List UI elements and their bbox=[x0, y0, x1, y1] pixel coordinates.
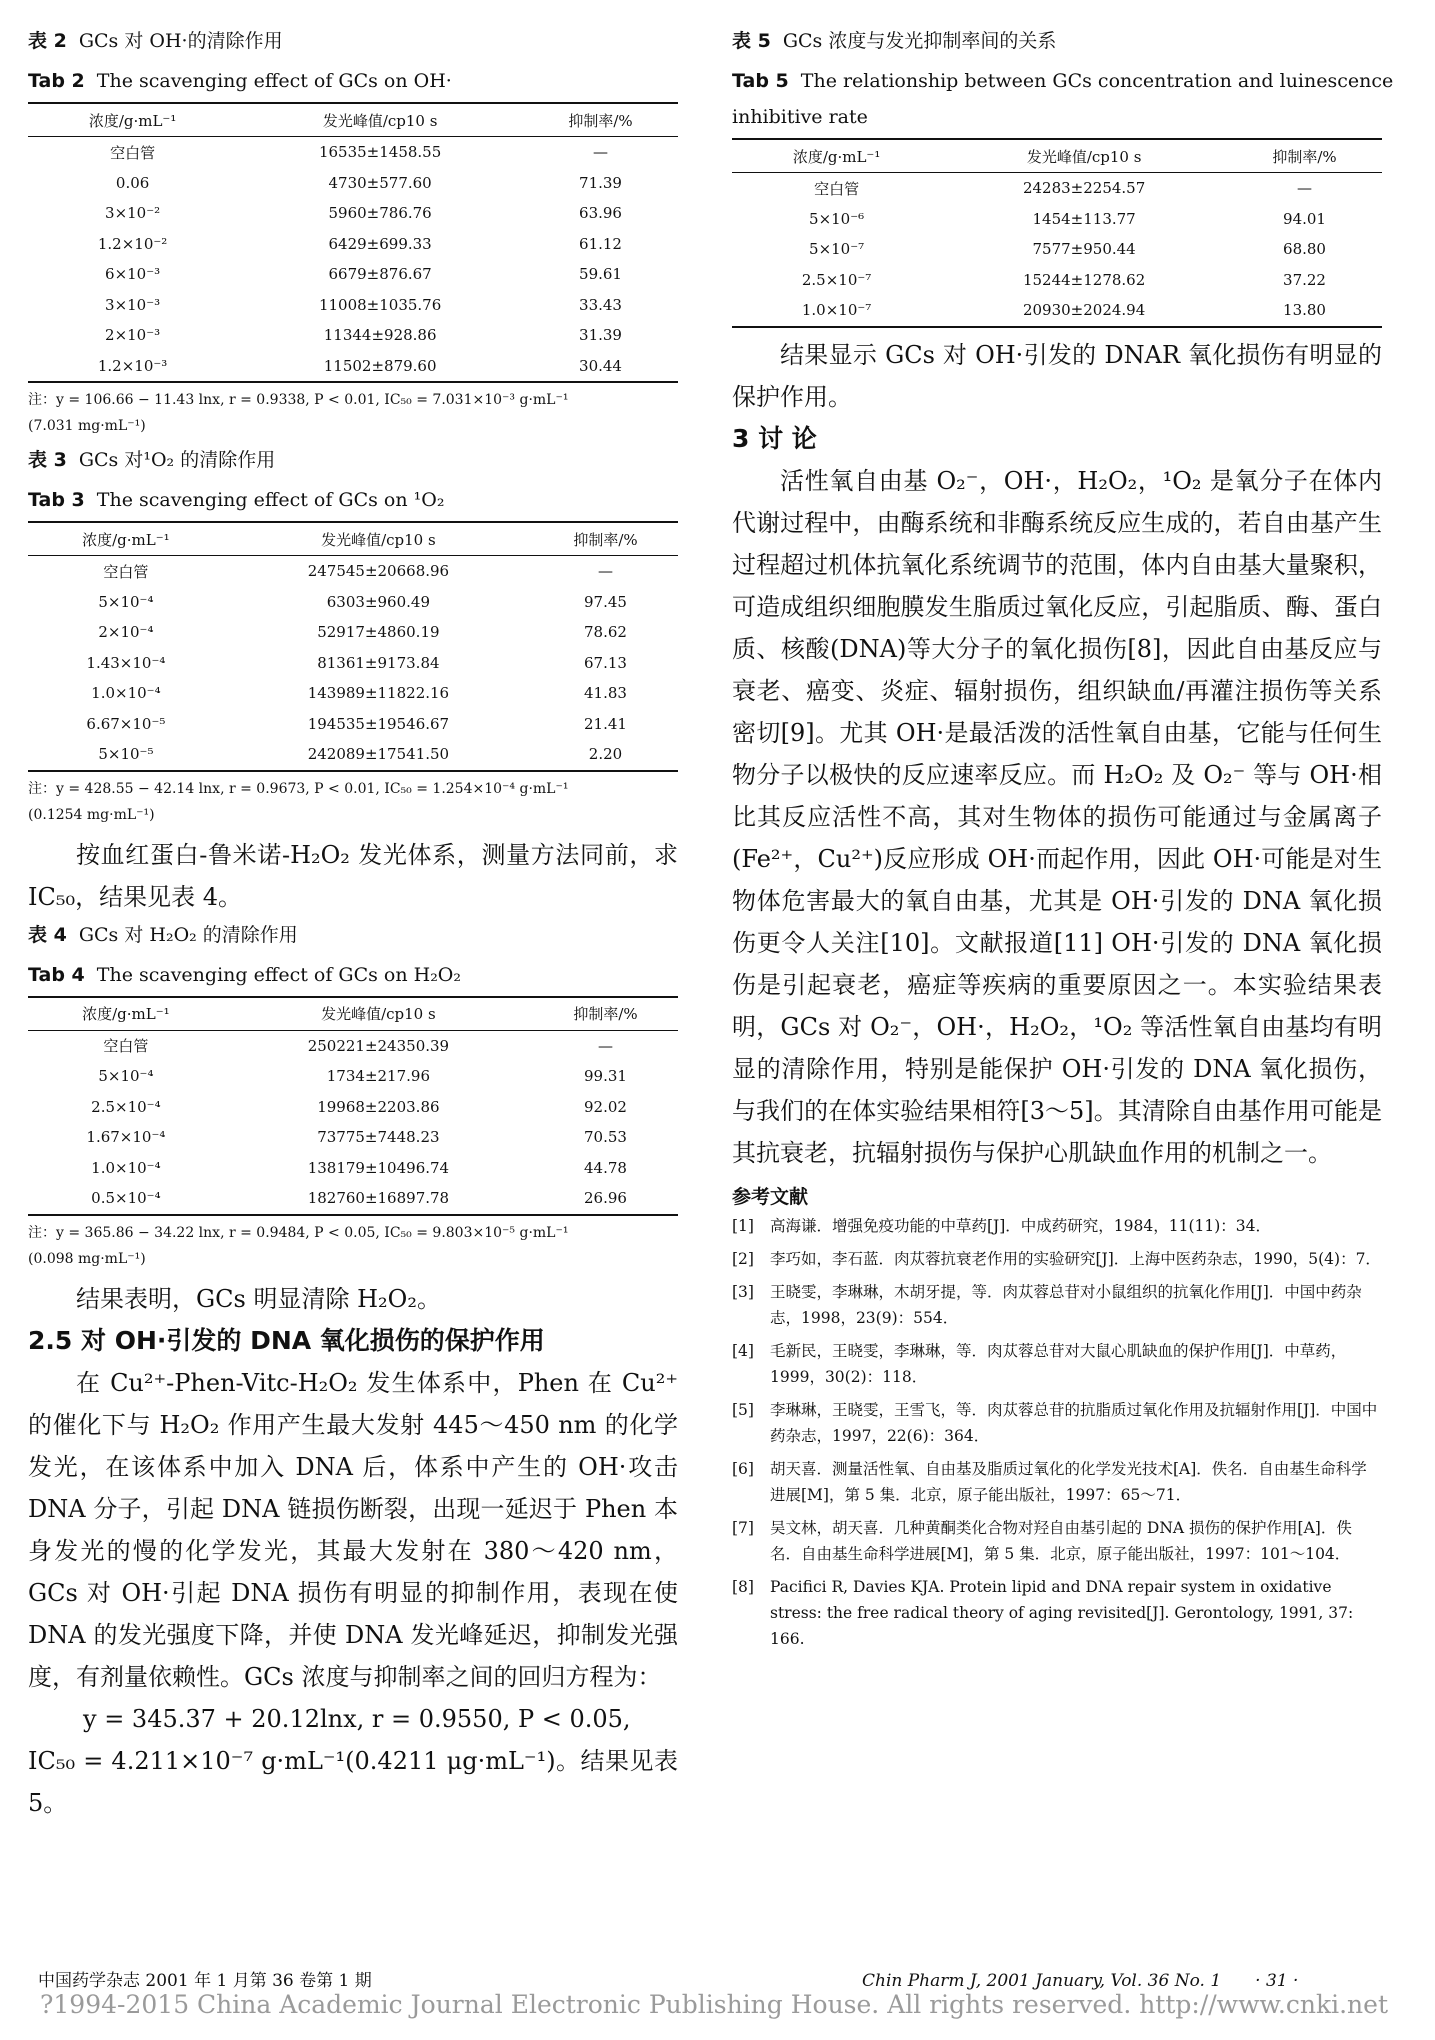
references-list bbox=[732, 1213, 1382, 1652]
table-row: 1.0×10⁻⁴ 138179±10496.74 44.78 bbox=[91, 1158, 627, 1177]
table3-header-concentration: 浓度/g·mL⁻¹ bbox=[82, 530, 170, 549]
table-row: 1.43×10⁻⁴ 81361±9173.84 67.13 bbox=[86, 653, 627, 672]
section-3-heading: 3 讨 论 bbox=[732, 423, 817, 453]
paragraph-table5-result: 结果显示 GCs 对 OH·引发的 DNAR 氧化损伤有明显的保护作用。 bbox=[732, 340, 1382, 411]
table-row: 空白管 16535±1458.55 — bbox=[110, 143, 609, 162]
table2-caption-en: Tab 2 The scavenging effect of GCs on OH· bbox=[28, 70, 452, 92]
table4-note: 注：y = 365.86 − 34.22 lnx, r = 0.9484, P < 0.05, IC₅₀ = 9.803×10⁻⁵ g·mL⁻¹ (0.098 mg·mL⁻¹) bbox=[28, 1224, 569, 1267]
table3-header-peak: 发光峰值/cp10 s bbox=[321, 530, 436, 549]
ic50-result: IC₅₀ = 4.211×10⁻⁷ g·mL⁻¹(0.4211 μg·mL⁻¹)。结果见表 5。 bbox=[28, 1746, 678, 1817]
table5-header-peak: 发光峰值/cp10 s bbox=[1026, 147, 1142, 166]
table-row: 5×10⁻⁴ 1734±217.96 99.31 bbox=[98, 1067, 627, 1086]
table5-caption-en: Tab 5 The relationship between GCs concentration and luinescence bbox=[732, 70, 1394, 92]
reference-item: [5] 李琳琳，王晓雯，王雪飞，等．肉苁蓉总苷的抗脂质过氧化作用及抗辐射作用[J]．中国中药杂志，1997，22(6)：364． bbox=[732, 1400, 1378, 1445]
table-row: 5×10⁻⁶ 1454±113.77 94.01 bbox=[809, 209, 1326, 228]
left-column bbox=[28, 28, 678, 1824]
paragraph-h2o2-result: 结果表明，GCs 明显清除 H₂O₂。 bbox=[76, 1284, 441, 1313]
table4-caption-cn: 表 4 GCs 对 H₂O₂ 的清除作用 bbox=[28, 923, 298, 946]
table4 bbox=[28, 996, 678, 1216]
reference-item: [7] 吴文林，胡天喜．几种黄酮类化合物对羟自由基引起的 DNA 损伤的保护作用[A]．佚名．自由基生命科学进展[M]，第 5 集．北京，原子能出版社，1997：101～104． bbox=[732, 1518, 1352, 1563]
table4-header-peak: 发光峰值/cp10 s bbox=[321, 1005, 436, 1023]
table3 bbox=[28, 521, 678, 772]
table-row: 空白管 250221±24350.39 — bbox=[103, 1036, 613, 1056]
regression-equation: y = 345.37 + 20.12lnx, r = 0.9550, P < 0.05, bbox=[83, 1704, 631, 1733]
table-row: 5×10⁻⁵ 242089±17541.50 2.20 bbox=[28, 739, 678, 771]
table2 bbox=[28, 102, 678, 383]
table4-header-concentration: 浓度/g·mL⁻¹ bbox=[82, 1005, 170, 1023]
table-row: 6×10⁻³ 6679±876.67 59.61 bbox=[105, 265, 622, 284]
table2-header-peak: 发光峰值/cp10 s bbox=[322, 111, 438, 130]
reference-item: [4] 毛新民，王晓雯，李琳琳，等．肉苁蓉总苷对大鼠心肌缺血的保护作用[J]．中草药，1999，30(2)：118． bbox=[732, 1341, 1347, 1386]
paragraph-h2o2-method: 按血红蛋白-鲁米诺-H₂O₂ 发光体系，测量方法同前，求 IC₅₀，结果见表 4。 bbox=[28, 840, 678, 911]
table-row: 2.5×10⁻⁴ 19968±2203.86 92.02 bbox=[91, 1097, 627, 1116]
table3-caption-en: Tab 3 The scavenging effect of GCs on ¹O₂ bbox=[28, 489, 445, 511]
table-row: 2.5×10⁻⁷ 15244±1278.62 37.22 bbox=[801, 270, 1326, 289]
table2-note: 注：y = 106.66 − 11.43 lnx, r = 0.9338, P < 0.01, IC₅₀ = 7.031×10⁻³ g·mL⁻¹ (7.031 mg·mL⁻¹) bbox=[28, 392, 569, 434]
table-row: 1.0×10⁻⁷ 20930±2024.94 13.80 bbox=[732, 295, 1382, 327]
table-row: 1.2×10⁻³ 11502±879.60 30.44 bbox=[28, 351, 678, 383]
reference-item: [3] 王晓雯，李琳琳，木胡牙提，等．肉苁蓉总苷对小鼠组织的抗氧化作用[J]．中国中药杂志，1998，23(9)：554． bbox=[732, 1282, 1362, 1327]
table-row: 1.67×10⁻⁴ 73775±7448.23 70.53 bbox=[86, 1128, 627, 1147]
table5 bbox=[732, 138, 1382, 328]
table2-header-concentration: 浓度/g·mL⁻¹ bbox=[88, 111, 177, 130]
section-2-5-heading: 2.5 对 OH·引发的 DNA 氧化损伤的保护作用 bbox=[28, 1325, 545, 1355]
table2-caption-cn: 表 2 GCs 对 OH·的清除作用 bbox=[28, 30, 283, 52]
table-row: 3×10⁻³ 11008±1035.76 33.43 bbox=[105, 295, 622, 314]
table5-caption-en-cont: inhibitive rate bbox=[732, 106, 868, 128]
reference-item: [1] 高海谦．增强免疫功能的中草药[J]．中成药研究，1984，11(11)：34． bbox=[732, 1216, 1272, 1235]
table-row: 2×10⁻³ 11344±928.86 31.39 bbox=[105, 326, 622, 345]
paragraph-discussion: 活性氧自由基 O₂⁻，OH·，H₂O₂，¹O₂ 是氧分子在体内代谢过程中，由酶系统和非酶系统反应生成的，若自由基产生过程超过机体抗氧化系统调节的范围，体内自由基大量聚积，可造成组织细胞膜发生脂质过氧化反应，引起脂质、酶、蛋白质、核酸(DNA)等大分子的氧化损伤[8]，因此自由基反应与衰老、癌变、炎症、辐射损伤，组织缺血/再灌注损伤等关系密切[9]。尤其 OH·是最活泼的活性氧自由基，它能与任何生物分子以极快的反应速率反应。而 H₂O₂ 及 O₂⁻ 等与 OH·相比其反应活性不高，其对生物体的损伤可能通过与金属离子(Fe²⁺，Cu²⁺)反应形成 OH·而起作用，因此 OH·可能是对生物体危害最大的氧自由基，尤其是 OH·引发的 DNA 氧化损伤更令人关注[10]。文献报道[11] OH·引发的 DNA 氧化损伤是引起衰老，癌症等疾病的重要原因之一。本实验结果表明，GCs 对 O₂⁻，OH·，H₂O₂，¹O₂ 等活性氧自由基均有明显的清除作用，特别是能保护 OH·引发的 DNA 氧化损伤，与我们的在体实验结果相符[3～5]。其清除自由基作用可能是其抗衰老，抗辐射损伤与保护心肌缺血作用的机制之一。 bbox=[732, 466, 1382, 1167]
table3-note: 注：y = 428.55 − 42.14 lnx, r = 0.9673, P < 0.01, IC₅₀ = 1.254×10⁻⁴ g·mL⁻¹ (0.1254 mg·mL⁻¹) bbox=[28, 780, 569, 823]
table-row: 5×10⁻⁷ 7577±950.44 68.80 bbox=[809, 240, 1326, 259]
table-row: 1.2×10⁻² 6429±699.33 61.12 bbox=[97, 234, 622, 253]
paragraph-dna-damage: 在 Cu²⁺-Phen-Vitc-H₂O₂ 发生体系中，Phen 在 Cu²⁺的催化下与 H₂O₂ 作用产生最大发射 445～450 nm 的化学发光，在该体系中加入 DNA 后，体系中产生的 OH·攻击 DNA 分子，引起 DNA 链损伤断裂，出现一延迟于 Phen 本身发光的慢的化学发光，其最大发射在 380～420 nm，GCs 对 OH·引起 DNA 损伤有明显的抑制作用，表现在使 DNA 的发光强度下降，并使 DNA 发光峰延迟，抑制发光强度，有剂量依赖性。GCs 浓度与抑制率之间的回归方程为： bbox=[28, 1368, 678, 1691]
table-row: 0.5×10⁻⁴ 182760±16897.78 26.96 bbox=[28, 1183, 678, 1215]
table-row: 1.0×10⁻⁴ 143989±11822.16 41.83 bbox=[91, 684, 627, 703]
right-column bbox=[732, 28, 1394, 1659]
table-row: 2×10⁻⁴ 52917±4860.19 78.62 bbox=[98, 623, 627, 642]
table-row: 空白管 247545±20668.96 — bbox=[103, 562, 613, 581]
reference-item: [6] 胡天喜．测量活性氧、自由基及脂质过氧化的化学发光技术[A]．佚名．自由基生命科学进展[M]，第 5 集．北京，原子能出版社，1997：65～71． bbox=[732, 1459, 1367, 1504]
footer-journal-cn: 中国药学杂志 2001 年 1 月第 36 卷第 1 期 bbox=[38, 1971, 372, 1991]
reference-item: [2] 李巧如，李石蓝．肉苁蓉抗衰老作用的实验研究[J]．上海中医药杂志，1990，5(4)：7． bbox=[732, 1249, 1381, 1268]
table-row: 3×10⁻² 5960±786.76 63.96 bbox=[105, 204, 622, 223]
table-row: 空白管 24283±2254.57 — bbox=[814, 179, 1313, 198]
reference-item: [8] Pacifici R, Davies KJA. Protein lipid and DNA repair system in oxidative stress: the free radical theory of aging revisited[J]. Gerontology, 1991, 37: 166. bbox=[732, 1577, 1354, 1648]
table-row: 0.06 4730±577.60 71.39 bbox=[115, 173, 622, 192]
table4-caption-en: Tab 4 The scavenging effect of GCs on H₂O₂ bbox=[28, 963, 462, 986]
cnki-watermark: ?1994-2015 China Academic Journal Electronic Publishing House. All rights reserved. http://www.cnki.net bbox=[40, 1990, 1388, 2019]
table5-header-inhibition: 抑制率/% bbox=[1272, 147, 1337, 166]
table5-caption-cn: 表 5 GCs 浓度与发光抑制率间的关系 bbox=[732, 30, 1057, 52]
table3-caption-cn: 表 3 GCs 对¹O₂ 的清除作用 bbox=[28, 449, 276, 471]
table2-header-inhibition: 抑制率/% bbox=[568, 111, 633, 130]
table4-header-inhibition: 抑制率/% bbox=[573, 1005, 638, 1023]
table5-header-concentration: 浓度/g·mL⁻¹ bbox=[792, 147, 881, 166]
table3-header-inhibition: 抑制率/% bbox=[573, 530, 638, 549]
references-heading: 参考文献 bbox=[732, 1185, 809, 1208]
table-row: 6.67×10⁻⁵ 194535±19546.67 21.41 bbox=[86, 714, 627, 733]
footer-journal-en: Chin Pharm J, 2001 January, Vol. 36 No. 1 · 31 · bbox=[862, 1971, 1299, 1991]
table-row: 5×10⁻⁴ 6303±960.49 97.45 bbox=[98, 592, 627, 611]
